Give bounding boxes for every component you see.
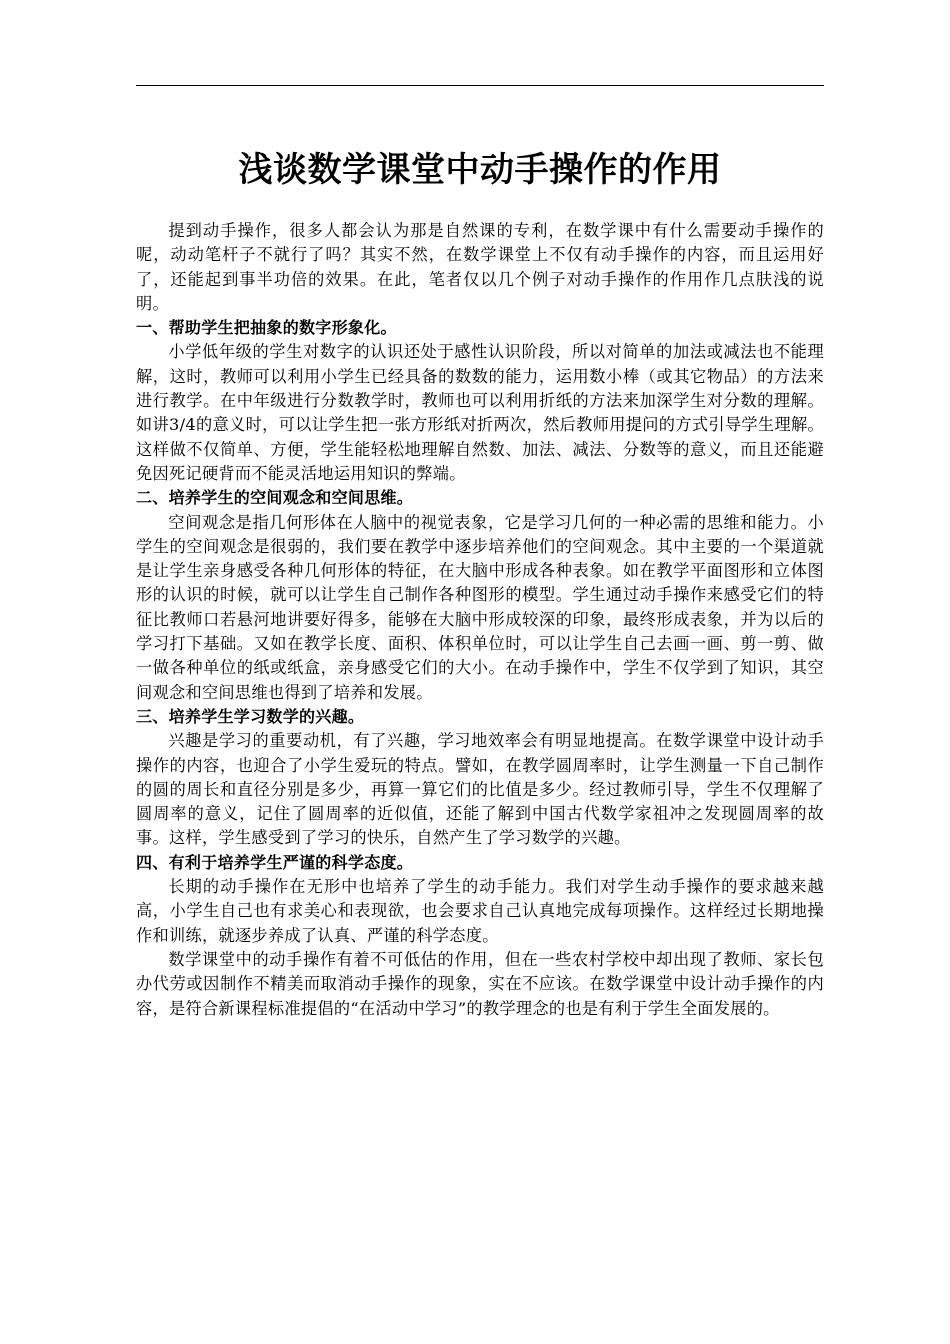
section-2 [136,486,824,705]
section-4 [136,851,824,1021]
section-heading: 二、培养学生的空间观念和空间思维。 [136,488,414,508]
section-heading: 四、有利于培养学生严谨的科学态度。 [136,852,414,872]
section-3 [136,705,824,851]
body-paragraph: 小学低年级的学生对数字的认识还处于感性认识阶段，所以对简单的加法或减法也不能理解，这时，教师可以利用小学生已经具备的数数的能力，运用数小棒（或其它物品）的方法来进行教学。在中年级进行分数教学时，教师也可以利用折纸的方法来加深学生对分数的理解。如讲3/4的意义时，可以让学生把一张方形纸对折两次，然后教师用提问的方式引导学生理解。这样做不仅简单、方便，学生能轻松地理解自然数、加法、减法、分数等的意义，而且还能避免因死记硬背而不能灵活地运用知识的弊端。 [136,342,824,483]
section-heading: 一、帮助学生把抽象的数字形象化。 [136,318,397,338]
body-paragraph: 兴趣是学习的重要动机，有了兴趣，学习地效率会有明显地提高。在数学课堂中设计动手操作的内容，也迎合了小学生爱玩的特点。譬如，在教学圆周率时，让学生测量一下自己制作的圆的周长和直径分别是多少，再算一算它们的比值是多少。经过教师引导，学生不仅理解了圆周率的意义，记住了圆周率的近似值，还能了解到中国古代数学家祖冲之发现圆周率的故事。这样，学生感受到了学习的快乐，自然产生了学习数学的兴趣。 [136,731,824,848]
document-body [136,219,824,1021]
section-heading: 三、培养学生学习数学的兴趣。 [136,706,365,726]
intro-paragraph: 提到动手操作，很多人都会认为那是自然课的专利，在数学课中有什么需要动手操作的呢，动动笔杆子不就行了吗？其实不然，在数学课堂上不仅有动手操作的内容，而且运用好了，还能起到事半功倍的效果。在此，笔者仅以几个例子对动手操作的作用作几点肤浅的说明。 [136,221,824,313]
header-rule [136,85,824,86]
body-paragraph: 空间观念是指几何形体在人脑中的视觉表象，它是学习几何的一种必需的思维和能力。小学生的空间观念是很弱的，我们要在教学中逐步培养他们的空间观念。其中主要的一个渠道就是让学生亲身感受各种几何形体的特征，在大脑中形成各种表象。如在教学平面图形和立体图形的认识的时候，就可以让学生自己制作各种图形的模型。学生通过动手操作来感受它们的特征比教师口若悬河地讲要好得多，能够在大脑中形成较深的印象，最终形成表象，并为以后的学习打下基础。又如在教学长度、面积、体积单位时，可以让学生自己去画一画、剪一剪、做一做各种单位的纸或纸盒，亲身感受它们的大小。在动手操作中，学生不仅学到了知识，其空间观念和空间思维也得到了培养和发展。 [136,512,824,702]
document-title: 浅谈数学课堂中动手操作的作用 [238,150,722,190]
section-1 [136,316,824,486]
body-paragraph: 长期的动手操作在无形中也培养了学生的动手能力。我们对学生动手操作的要求越来越高，小学生自己也有求美心和表现欲，也会要求自己认真地完成每项操作。这样经过长期地操作和训练，就逐步养成了认真、严谨的科学态度。 [136,877,824,945]
conclusion-paragraph: 数学课堂中的动手操作有着不可低估的作用，但在一些农村学校中却出现了教师、家长包办代劳或因制作不精美而取消动手操作的现象，实在不应该。在数学课堂中设计动手操作的内容，是符合新课程标准提倡的“在活动中学习”的教学理念的也是有利于学生全面发展的。 [136,949,824,1018]
